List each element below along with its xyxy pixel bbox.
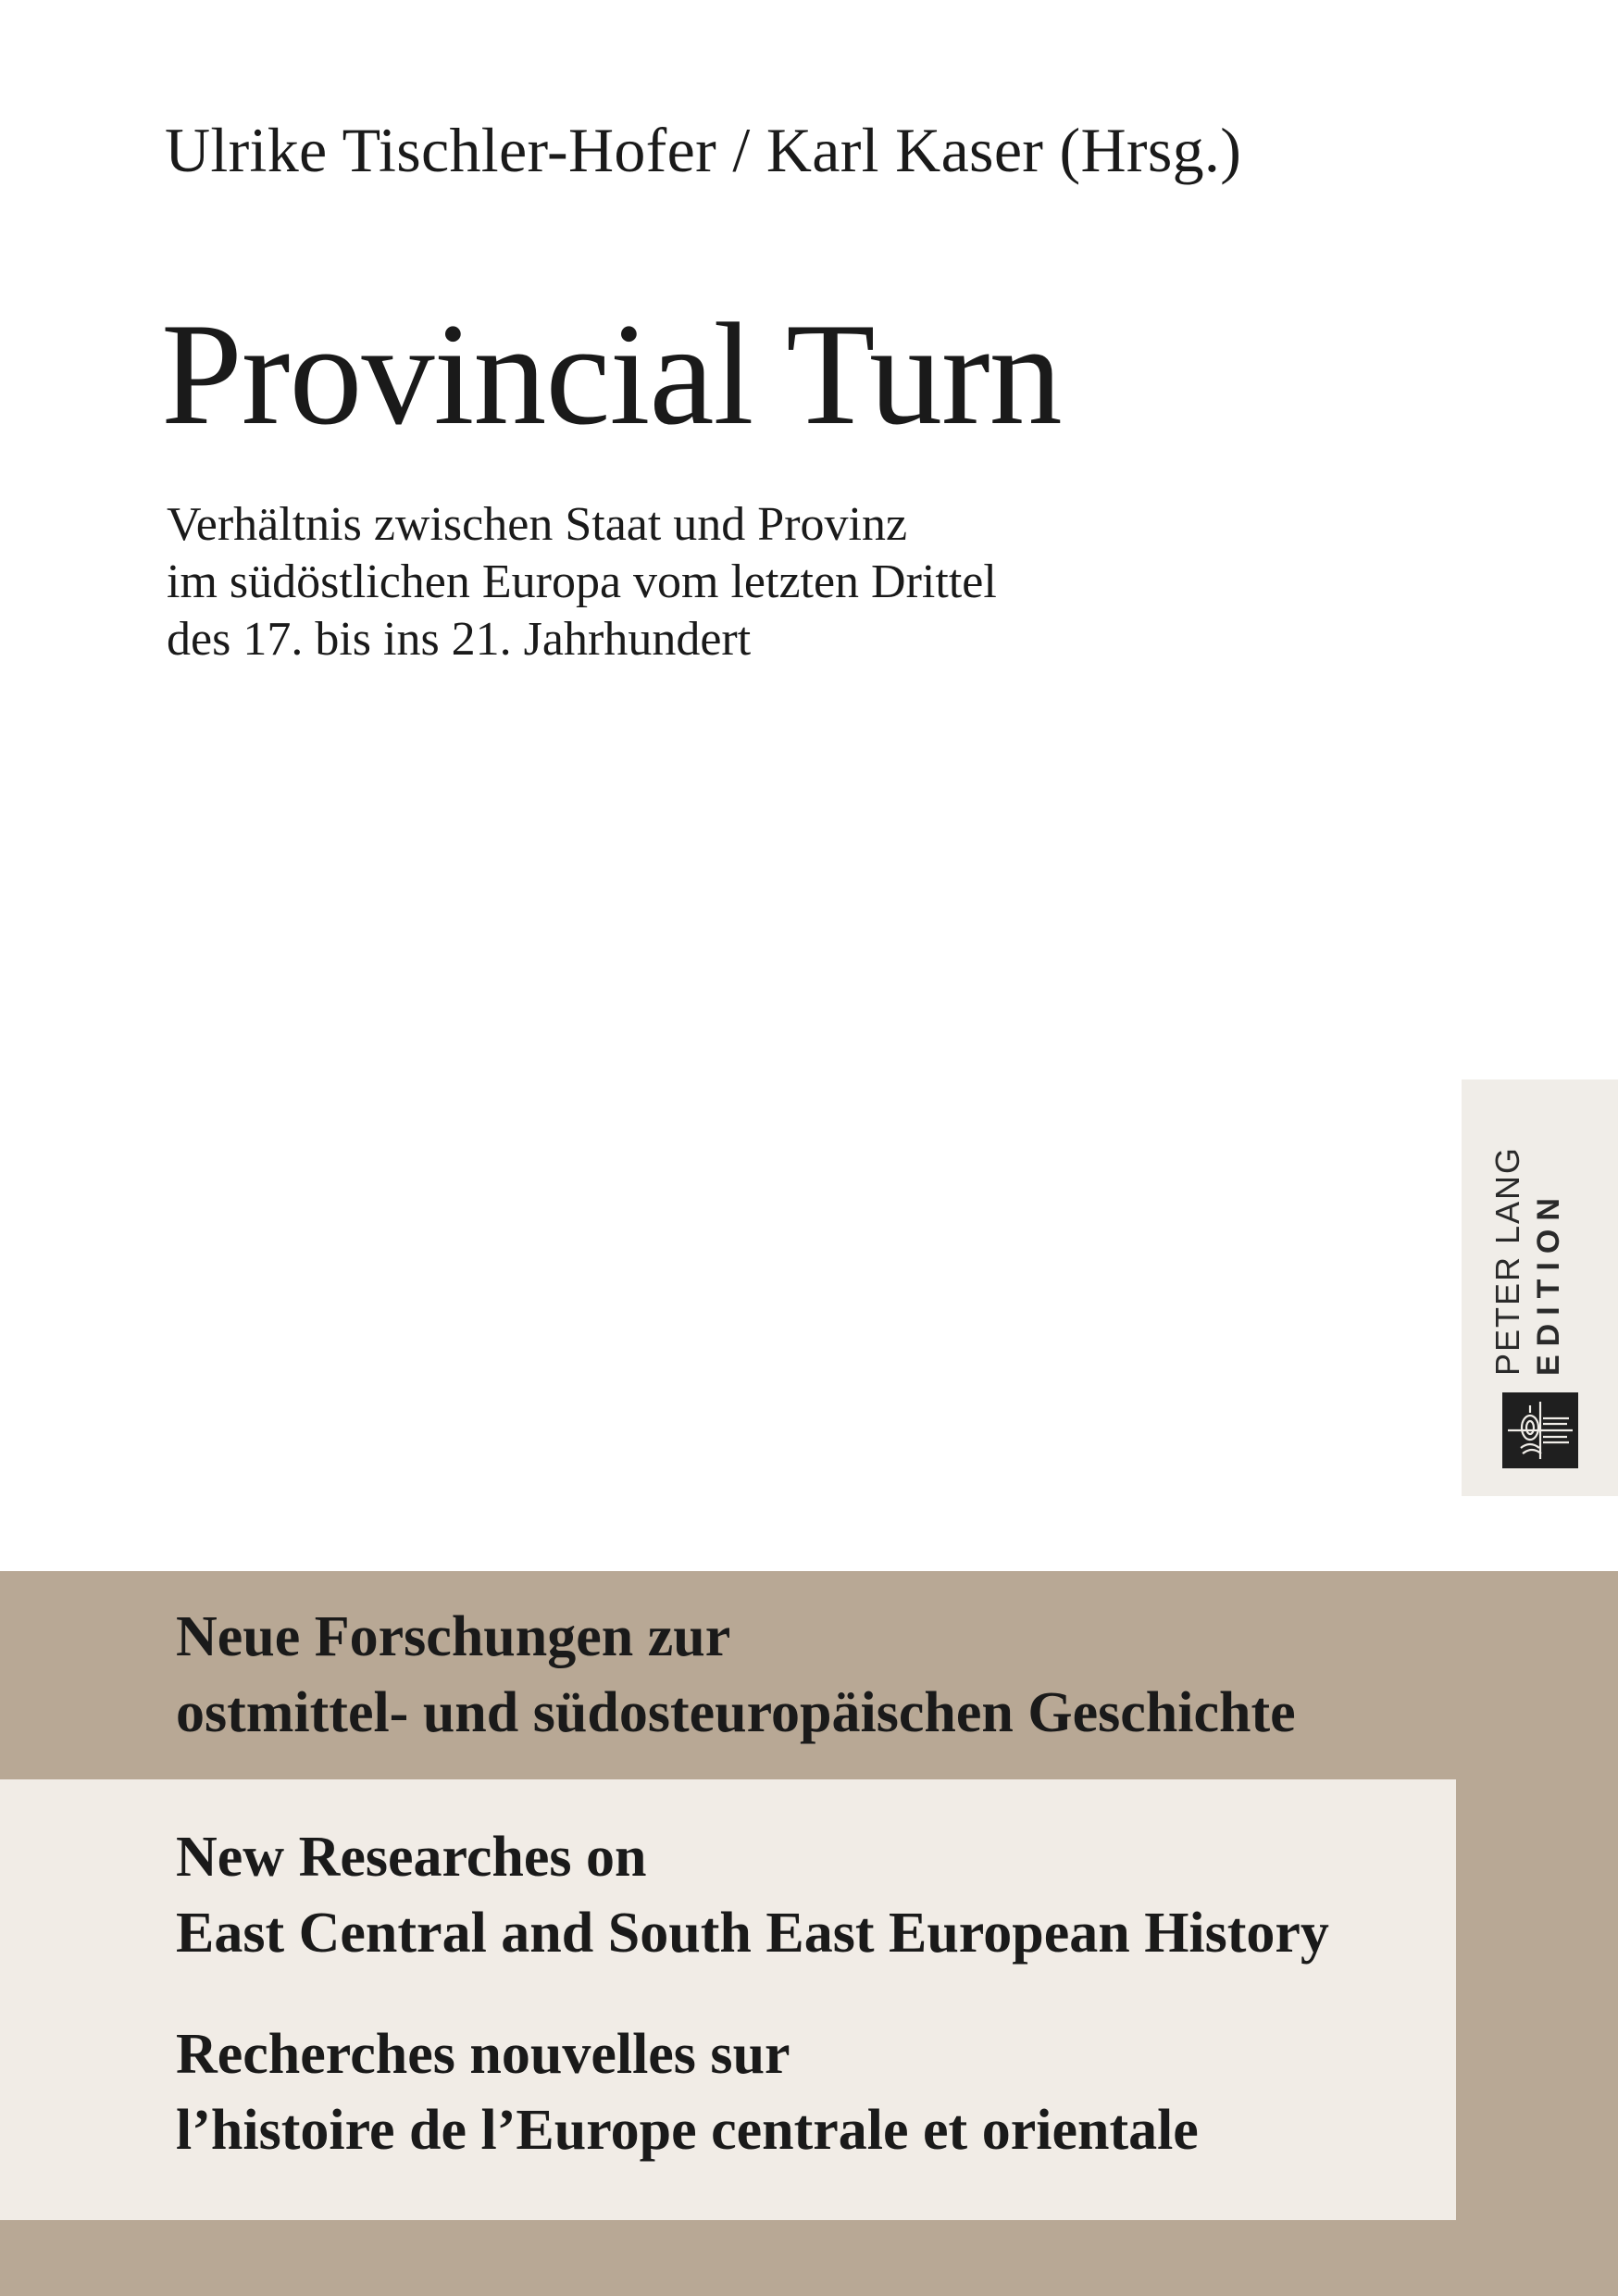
- editors-line: Ulrike Tischler-Hofer / Karl Kaser (Hrsg.): [165, 115, 1242, 185]
- peter-lang-logo-icon: [1502, 1392, 1578, 1468]
- publisher-imprint: EDITION: [1531, 1190, 1566, 1376]
- series-line: East Central and South East European History: [176, 1902, 1329, 1965]
- series-title-english: [176, 1819, 1329, 1971]
- book-title: Provincial Turn: [161, 293, 1062, 455]
- subtitle-line: im südöstlichen Europa vom letzten Drittel: [167, 555, 997, 608]
- series-line: l’histoire de l’Europe centrale et orientale: [176, 2099, 1199, 2162]
- series-line: New Researches on: [176, 1826, 647, 1889]
- subtitle-line: des 17. bis ins 21. Jahrhundert: [167, 613, 752, 666]
- series-line: ostmittel- und südosteuropäischen Geschichte: [176, 1681, 1296, 1744]
- publisher-name: PETER LANG: [1488, 1145, 1526, 1376]
- series-line: Neue Forschungen zur: [176, 1605, 731, 1668]
- subtitle-line: Verhältnis zwischen Staat und Provinz: [167, 498, 908, 551]
- series-title-french: [176, 2016, 1199, 2168]
- series-title-german: [176, 1599, 1296, 1751]
- publisher-logo: [1462, 1079, 1618, 1496]
- book-subtitle: [167, 496, 997, 668]
- series-line: Recherches nouvelles sur: [176, 2023, 790, 2086]
- publisher-wordmark: [1487, 1135, 1580, 1376]
